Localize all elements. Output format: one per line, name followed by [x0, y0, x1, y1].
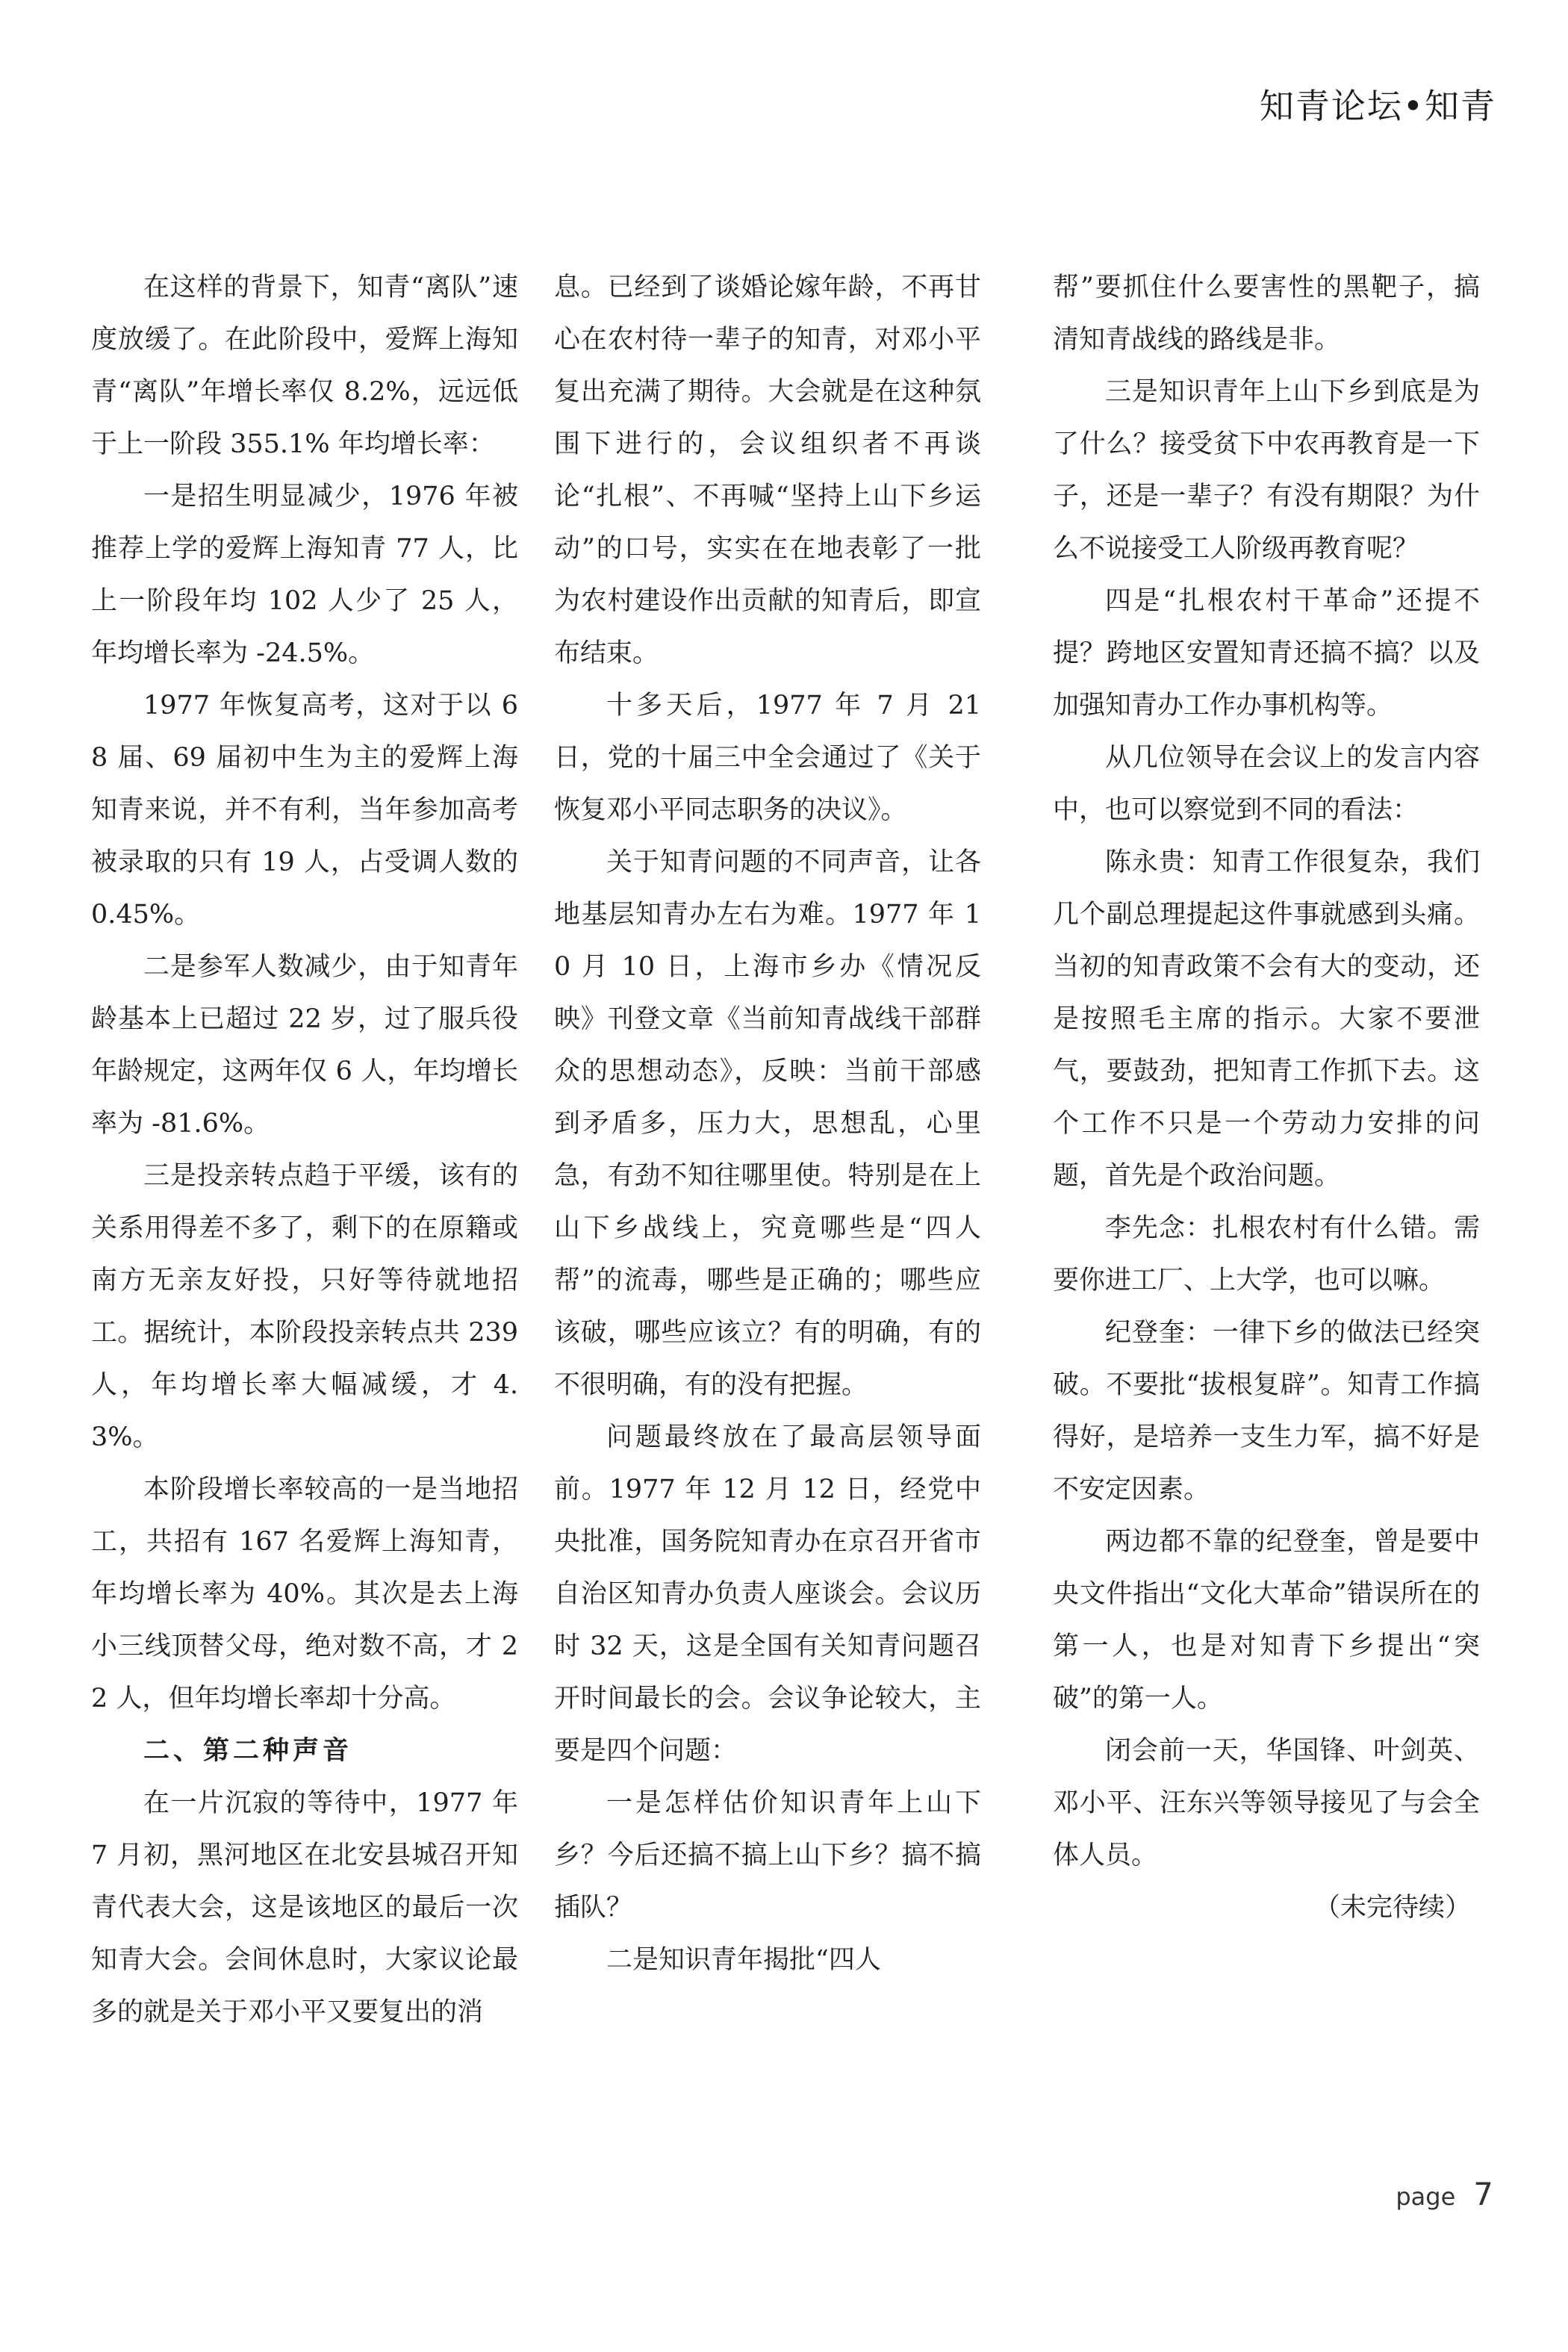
- paragraph: 二是知识青年揭批“四人: [606, 1945, 881, 1975]
- paragraph: 关于知青问题的不同声音，让各地基层知青办左右为难。1977 年 10 月 10 日，上海市乡办《情况反映》刊登文章《当前知青战线干部群众的思想动态》，反映：当前干部感到矛盾多，压力大，思想乱，心里急，有劲不知往哪里使。特别是在上山下乡战线上，究竟哪些是“四人帮”的流毒，哪些是正确的；哪些应该破，哪些应该立？有的明确，有的不很明确，有的没有把握。: [554, 847, 981, 1400]
- paragraph: 李先念：扎根农村有什么错。需要你进工厂、上大学，也可以嘛。: [1053, 1213, 1480, 1295]
- paragraph: 四是“扎根农村干革命”还提不提？跨地区安置知青还搞不搞？以及加强知青办工作办事机构等。: [1053, 586, 1480, 721]
- paragraph: 二是参军人数减少，由于知青年龄基本上已超过 22 岁，过了服兵役年龄规定，这两年仅 6 人，年均增长率为 -81.6%。: [91, 952, 518, 1139]
- text-column-3: [1053, 261, 1480, 1934]
- to-be-continued-note: （未完待续）: [1313, 1893, 1471, 1923]
- paragraph: 在一片沉寂的等待中，1977 年 7 月初，黑河地区在北安县城召开知青代表大会，这是该地区的最后一次知青大会。会间休息时，大家议论最多的就是关于邓小平又要复出的消: [91, 1788, 518, 2027]
- paragraph: 本阶段增长率较高的一是当地招工，共招有 167 名爱辉上海知青，年均增长率为 40%。其次是去上海小三线顶替父母，绝对数不高，才 22 人，但年均增长率却十分高。: [91, 1475, 518, 1714]
- paragraph: 三是投亲转点趋于平缓，该有的关系用得差不多了，剩下的在原籍或南方无亲友好投，只好等待就地招工。据统计，本阶段投亲转点共 239 人，年均增长率大幅减缓，才 4.3%。: [91, 1161, 518, 1452]
- text-column-1: [91, 261, 518, 2038]
- page-label: page: [1396, 2183, 1456, 2211]
- paragraph: 1977 年恢复高考，这对于以 68 届、69 届初中生为主的爱辉上海知青来说，并不有利，当年参加高考被录取的只有 19 人，占受调人数的 0.45%。: [91, 691, 518, 930]
- paragraph: 问题最终放在了最高层领导面前。1977 年 12 月 12 日，经党中央批准，国务院知青办在京召开省市自治区知青办负责人座谈会。会议历时 32 天，这是全国有关知青问题召开时间最长的会。会议争论较大，主要是四个问题：: [554, 1422, 981, 1766]
- page-footer: [1396, 2176, 1493, 2212]
- section-heading: 二、第二种声音: [143, 1735, 353, 1766]
- paragraph: 陈永贵：知青工作很复杂，我们几个副总理提起这件事就感到头痛。当初的知青政策不会有大的变动，还是按照毛主席的指示。大家不要泄气，要鼓劲，把知青工作抓下去。这个工作不只是一个劳动力安排的问题，首先是个政治问题。: [1053, 847, 1480, 1191]
- paragraph: 纪登奎：一律下乡的做法已经突破。不要批“拔根复辟”。知青工作搞得好，是培养一支生力军，搞不好是不安定因素。: [1053, 1318, 1480, 1505]
- paragraph: 十多天后，1977 年 7 月 21 日，党的十届三中全会通过了《关于恢复邓小平同志职务的决议》。: [554, 691, 981, 825]
- paragraph: 三是知识青年上山下乡到底是为了什么？接受贫下中农再教育是一下子，还是一辈子？有没有期限？为什么不说接受工人阶级再教育呢？: [1053, 377, 1480, 564]
- text-column-2: [554, 261, 981, 1986]
- paragraph-continued: 帮”要抓住什么要害性的黑靶子，搞清知青战线的路线是非。: [1053, 273, 1480, 355]
- paragraph: 从几位领导在会议上的发言内容中，也可以察觉到不同的看法：: [1053, 743, 1480, 825]
- paragraph: 在这样的背景下，知青“离队”速度放缓了。在此阶段中，爱辉上海知青“离队”年增长率仅 8.2%，远远低于上一阶段 355.1% 年均增长率：: [91, 273, 518, 459]
- paragraph: 两边都不靠的纪登奎，曾是要中央文件指出“文化大革命”错误所在的第一人，也是对知青下乡提出“突破”的第一人。: [1053, 1527, 1480, 1714]
- paragraph: 闭会前一天，华国锋、叶剑英、邓小平、汪东兴等领导接见了与会全体人员。: [1053, 1736, 1480, 1870]
- paragraph: 一是招生明显减少，1976 年被推荐上学的爱辉上海知青 77 人，比上一阶段年均 102 人少了 25 人，年均增长率为 -24.5%。: [91, 482, 518, 668]
- paragraph-continued: 息。已经到了谈婚论嫁年龄，不再甘心在农村待一辈子的知青，对邓小平复出充满了期待。大会就是在这种氛围下进行的，会议组织者不再谈论“扎根”、不再喊“坚持上山下乡运动”的口号，实实在在地表彰了一批为农村建设作出贡献的知青后，即宣布结束。: [554, 273, 981, 668]
- running-head: 知青论坛•知青: [1259, 86, 1496, 126]
- page-number: 7: [1473, 2176, 1493, 2212]
- paragraph: 一是怎样估价知识青年上山下乡？今后还搞不搞上山下乡？搞不搞插队？: [554, 1788, 981, 1923]
